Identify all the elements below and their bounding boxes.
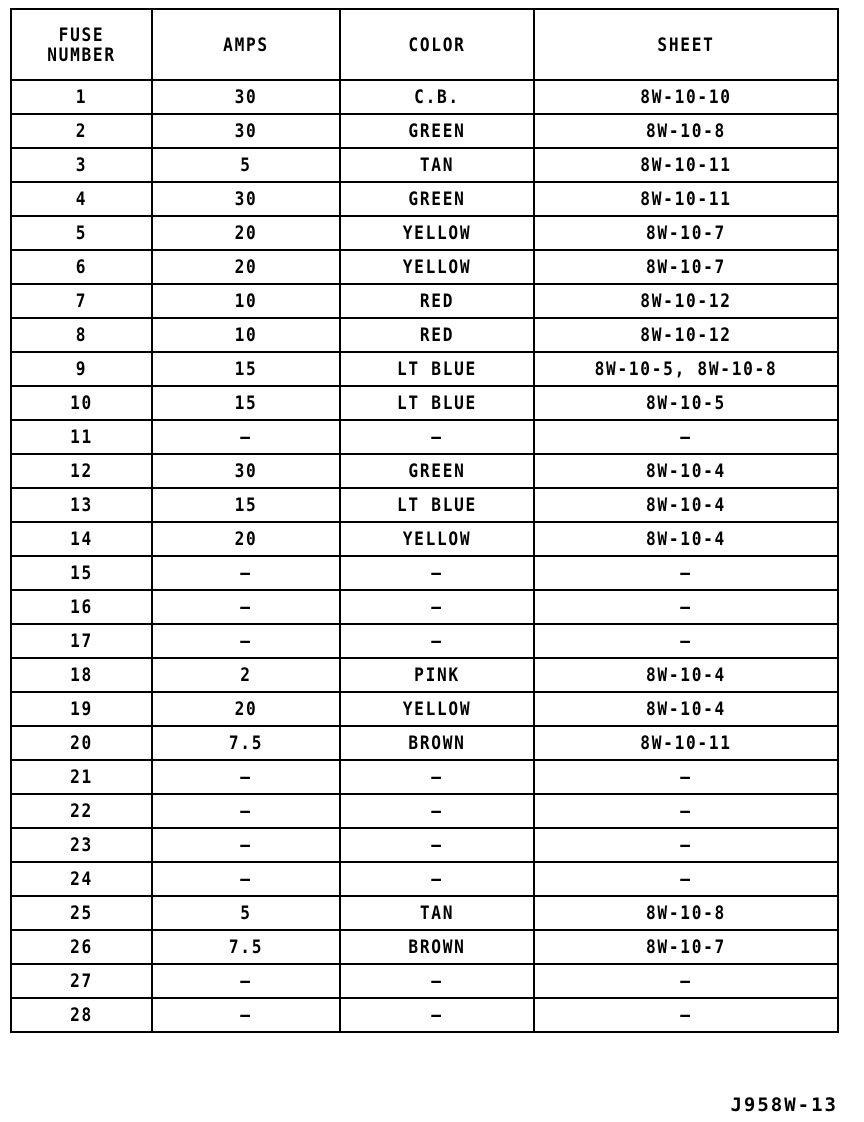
- cell-color: RED: [355, 318, 520, 352]
- cell-color: TAN: [355, 896, 520, 930]
- cell-amps: 15: [166, 352, 326, 386]
- cell-sheet: —: [557, 828, 815, 862]
- cell-color: YELLOW: [355, 522, 520, 556]
- table-row: [11, 658, 838, 692]
- cell-amps: 5: [166, 896, 326, 930]
- table-row: [11, 624, 838, 658]
- header-fuse-number-line2: NUMBER: [47, 43, 116, 66]
- cell-sheet: —: [557, 556, 815, 590]
- cell-sheet: —: [557, 964, 815, 998]
- table-row: [11, 318, 838, 352]
- cell-sheet: —: [557, 420, 815, 454]
- fuse-table: [10, 8, 839, 1033]
- header-fuse-number-line1: FUSE: [58, 23, 105, 46]
- table-row: [11, 964, 838, 998]
- cell-sheet: 8W-10-5, 8W-10-8: [557, 352, 815, 386]
- cell-fuse-number: 28: [22, 998, 142, 1032]
- cell-amps: 20: [166, 216, 326, 250]
- cell-amps: —: [166, 964, 326, 998]
- cell-amps: 5: [166, 148, 326, 182]
- cell-fuse-number: 19: [22, 692, 142, 726]
- table-row: [11, 590, 838, 624]
- cell-amps: 30: [166, 80, 326, 114]
- table-row: [11, 420, 838, 454]
- cell-color: —: [355, 556, 520, 590]
- cell-fuse-number: 5: [22, 216, 142, 250]
- cell-fuse-number: 6: [22, 250, 142, 284]
- table-row: [11, 828, 838, 862]
- cell-fuse-number: 13: [22, 488, 142, 522]
- cell-sheet: 8W-10-12: [557, 284, 815, 318]
- cell-sheet: —: [557, 624, 815, 658]
- cell-color: YELLOW: [355, 250, 520, 284]
- cell-fuse-number: 17: [22, 624, 142, 658]
- cell-fuse-number: 2: [22, 114, 142, 148]
- cell-fuse-number: 8: [22, 318, 142, 352]
- table-row: [11, 386, 838, 420]
- cell-fuse-number: 16: [22, 590, 142, 624]
- cell-fuse-number: 21: [22, 760, 142, 794]
- cell-sheet: —: [557, 590, 815, 624]
- cell-sheet: 8W-10-10: [557, 80, 815, 114]
- cell-sheet: 8W-10-12: [557, 318, 815, 352]
- header-fuse-number: [22, 9, 142, 80]
- cell-sheet: 8W-10-11: [557, 726, 815, 760]
- cell-amps: 20: [166, 522, 326, 556]
- table-row: [11, 182, 838, 216]
- cell-sheet: 8W-10-11: [557, 148, 815, 182]
- cell-sheet: —: [557, 794, 815, 828]
- cell-fuse-number: 7: [22, 284, 142, 318]
- header-amps: AMPS: [166, 9, 326, 80]
- cell-sheet: 8W-10-7: [557, 250, 815, 284]
- cell-color: RED: [355, 284, 520, 318]
- cell-amps: 30: [166, 454, 326, 488]
- cell-sheet: —: [557, 760, 815, 794]
- cell-sheet: 8W-10-11: [557, 182, 815, 216]
- cell-fuse-number: 1: [22, 80, 142, 114]
- cell-amps: 15: [166, 488, 326, 522]
- cell-amps: —: [166, 760, 326, 794]
- cell-sheet: 8W-10-4: [557, 658, 815, 692]
- table-row: [11, 488, 838, 522]
- header-row: [11, 9, 838, 80]
- table-row: [11, 998, 838, 1032]
- cell-sheet: —: [557, 862, 815, 896]
- cell-sheet: 8W-10-4: [557, 692, 815, 726]
- cell-color: —: [355, 590, 520, 624]
- cell-amps: —: [166, 794, 326, 828]
- cell-color: GREEN: [355, 182, 520, 216]
- table-header: [11, 9, 838, 80]
- cell-sheet: 8W-10-4: [557, 522, 815, 556]
- cell-amps: 10: [166, 318, 326, 352]
- cell-sheet: 8W-10-7: [557, 216, 815, 250]
- cell-color: GREEN: [355, 114, 520, 148]
- figure-code: J958W-13: [730, 1094, 838, 1116]
- table-row: [11, 250, 838, 284]
- table-row: [11, 216, 838, 250]
- cell-fuse-number: 25: [22, 896, 142, 930]
- table-row: [11, 896, 838, 930]
- cell-color: —: [355, 964, 520, 998]
- cell-sheet: 8W-10-4: [557, 454, 815, 488]
- table-row: [11, 352, 838, 386]
- cell-color: —: [355, 828, 520, 862]
- cell-amps: —: [166, 420, 326, 454]
- cell-amps: —: [166, 624, 326, 658]
- cell-fuse-number: 9: [22, 352, 142, 386]
- cell-color: PINK: [355, 658, 520, 692]
- cell-amps: 15: [166, 386, 326, 420]
- table-row: [11, 556, 838, 590]
- cell-fuse-number: 3: [22, 148, 142, 182]
- cell-color: LT BLUE: [355, 386, 520, 420]
- header-color: COLOR: [355, 9, 520, 80]
- cell-fuse-number: 11: [22, 420, 142, 454]
- table-row: [11, 862, 838, 896]
- cell-color: GREEN: [355, 454, 520, 488]
- cell-sheet: 8W-10-8: [557, 896, 815, 930]
- cell-amps: 20: [166, 250, 326, 284]
- cell-fuse-number: 12: [22, 454, 142, 488]
- table-row: [11, 148, 838, 182]
- table-row: [11, 80, 838, 114]
- cell-fuse-number: 15: [22, 556, 142, 590]
- cell-amps: 30: [166, 182, 326, 216]
- table-row: [11, 760, 838, 794]
- cell-fuse-number: 27: [22, 964, 142, 998]
- cell-sheet: —: [557, 998, 815, 1032]
- table-row: [11, 794, 838, 828]
- cell-color: LT BLUE: [355, 488, 520, 522]
- table-body: [11, 80, 838, 1032]
- header-sheet: SHEET: [557, 9, 815, 80]
- table-row: [11, 522, 838, 556]
- cell-fuse-number: 10: [22, 386, 142, 420]
- cell-color: YELLOW: [355, 692, 520, 726]
- cell-amps: 10: [166, 284, 326, 318]
- cell-color: TAN: [355, 148, 520, 182]
- cell-color: YELLOW: [355, 216, 520, 250]
- table-row: [11, 930, 838, 964]
- cell-fuse-number: 18: [22, 658, 142, 692]
- cell-color: —: [355, 862, 520, 896]
- cell-amps: 2: [166, 658, 326, 692]
- cell-amps: —: [166, 998, 326, 1032]
- cell-sheet: 8W-10-4: [557, 488, 815, 522]
- cell-color: BROWN: [355, 726, 520, 760]
- cell-color: —: [355, 420, 520, 454]
- cell-fuse-number: 26: [22, 930, 142, 964]
- cell-fuse-number: 14: [22, 522, 142, 556]
- cell-amps: 20: [166, 692, 326, 726]
- cell-color: —: [355, 760, 520, 794]
- cell-amps: —: [166, 556, 326, 590]
- cell-fuse-number: 4: [22, 182, 142, 216]
- cell-amps: 7.5: [166, 930, 326, 964]
- cell-sheet: 8W-10-5: [557, 386, 815, 420]
- cell-fuse-number: 24: [22, 862, 142, 896]
- cell-amps: —: [166, 828, 326, 862]
- cell-color: BROWN: [355, 930, 520, 964]
- cell-sheet: 8W-10-8: [557, 114, 815, 148]
- cell-sheet: 8W-10-7: [557, 930, 815, 964]
- cell-amps: —: [166, 862, 326, 896]
- cell-color: —: [355, 998, 520, 1032]
- cell-color: C.B.: [355, 80, 520, 114]
- cell-amps: —: [166, 590, 326, 624]
- cell-color: —: [355, 794, 520, 828]
- table-row: [11, 114, 838, 148]
- table-row: [11, 692, 838, 726]
- table-row: [11, 284, 838, 318]
- cell-color: LT BLUE: [355, 352, 520, 386]
- cell-fuse-number: 23: [22, 828, 142, 862]
- table-row: [11, 454, 838, 488]
- cell-fuse-number: 22: [22, 794, 142, 828]
- cell-fuse-number: 20: [22, 726, 142, 760]
- cell-amps: 7.5: [166, 726, 326, 760]
- cell-color: —: [355, 624, 520, 658]
- table-row: [11, 726, 838, 760]
- cell-amps: 30: [166, 114, 326, 148]
